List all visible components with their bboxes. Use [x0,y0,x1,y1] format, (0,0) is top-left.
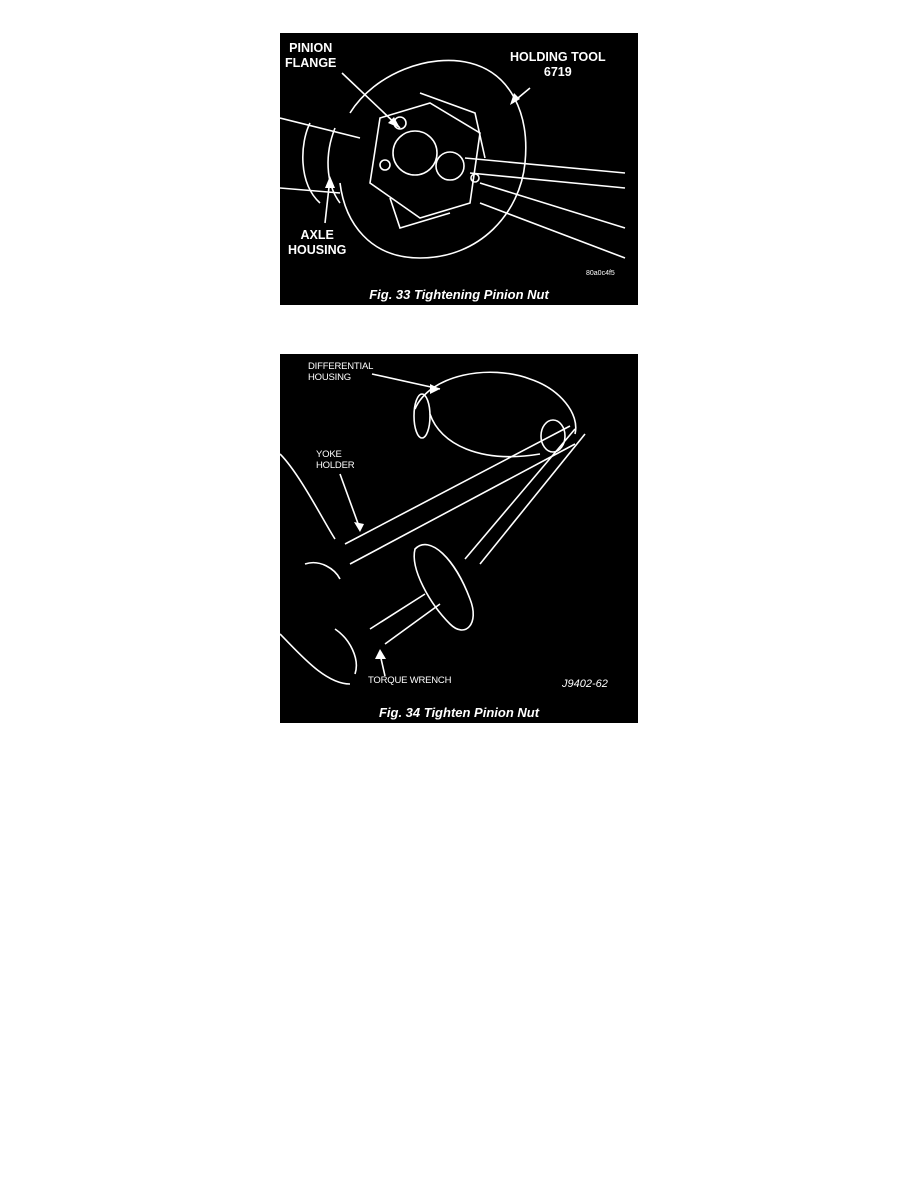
figure-code: J9402-62 [562,678,608,690]
figure-code: 80a0c4f5 [586,270,615,277]
torque-wrench-illustration [280,354,638,723]
figure-33 [280,33,638,305]
torque-wrench-label: TORQUE WRENCH [368,675,452,686]
figure-caption: Fig. 33 Tightening Pinion Nut [369,287,549,302]
figure-caption: Fig. 34 Tighten Pinion Nut [378,705,540,720]
yoke-holder-label: YOKE HOLDER [316,449,355,471]
pinion-flange-label: PINION FLANGE [285,41,337,70]
figure-34 [280,354,638,723]
axle-housing-label: AXLE HOUSING [288,228,347,257]
holding-tool-label: HOLDING TOOL 6719 [510,50,606,79]
differential-housing-label: DIFFERENTIAL HOUSING [308,361,374,383]
